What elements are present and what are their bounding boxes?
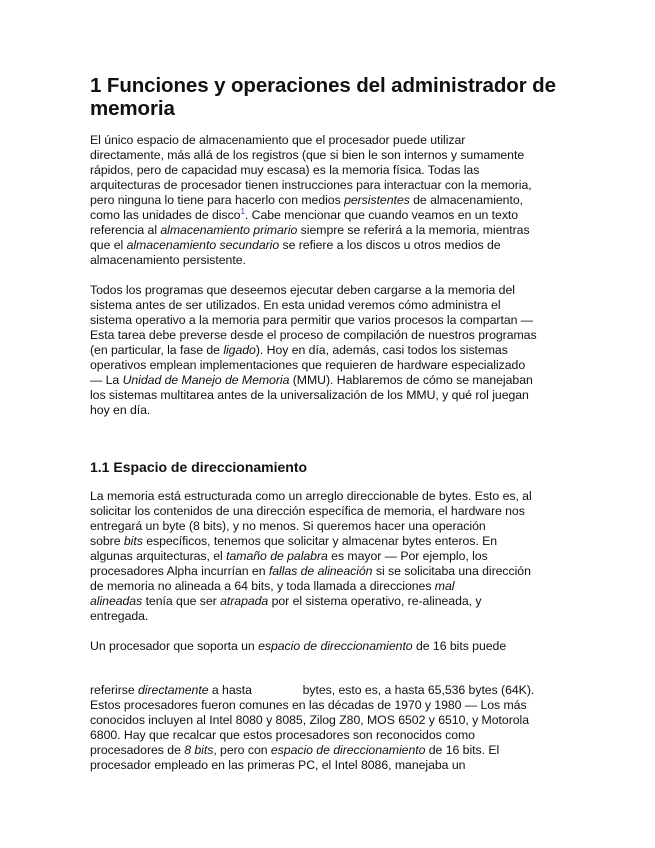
text-line bbox=[90, 358, 570, 373]
text-run: algunas arquitecturas, el bbox=[90, 549, 227, 563]
text-run: — La bbox=[90, 373, 123, 387]
emphasis-text: ligado bbox=[223, 343, 256, 357]
text-run: de almacenamiento, bbox=[409, 193, 523, 207]
text-run: por el sistema operativo, re-alineada, y bbox=[268, 594, 482, 608]
emphasis-text: mal bbox=[434, 579, 455, 593]
emphasis-text: tamaño de palabra bbox=[226, 549, 328, 563]
text-line bbox=[90, 698, 570, 713]
emphasis-text: fallas de alineación bbox=[268, 564, 373, 578]
text-line bbox=[90, 298, 570, 313]
paragraph bbox=[90, 133, 570, 268]
paragraph bbox=[90, 639, 570, 654]
text-run: sobre bbox=[90, 534, 124, 548]
text-run: , pero con bbox=[213, 743, 271, 757]
text-run: referencia al bbox=[90, 223, 161, 237]
text-run: conocidos incluyen al Intel 8080 y 8085, Zilog Z80, MOS 6502 y 6510, y Motorola bbox=[90, 713, 529, 727]
paragraph bbox=[90, 683, 570, 773]
text-run: de memoria no alineada a 64 bits, y toda llamada a direcciones bbox=[90, 579, 435, 593]
heading-line: memoria bbox=[90, 97, 175, 120]
text-run: sistema antes de ser utilizados. En esta unidad veremos cómo administra el bbox=[90, 298, 501, 312]
text-run: de 16 bits. El bbox=[425, 743, 500, 757]
text-run: como las unidades de disco bbox=[90, 208, 241, 222]
paragraph bbox=[90, 283, 570, 418]
text-run: Esta tarea debe preverse desde el proceso de compilación de nuestros programas bbox=[90, 328, 537, 342]
emphasis-text: directamente bbox=[138, 683, 209, 697]
text-run: entregada. bbox=[90, 609, 149, 623]
emphasis-text: almacenamiento primario bbox=[160, 223, 298, 237]
text-run: El único espacio de almacenamiento que el procesador puede utilizar bbox=[90, 133, 466, 147]
text-run: rápidos, pero de capacidad muy escasa) es la memoria física. Todas las bbox=[90, 163, 480, 177]
text-run: directamente, más allá de los registros (que si bien le son internos y sumamente bbox=[90, 148, 525, 162]
text-run: 6800. Hay que recalcar que estos procesadores son reconocidos como bbox=[90, 728, 475, 742]
text-run: pero ninguna lo tiene para hacerlo con medios bbox=[90, 193, 345, 207]
text-line bbox=[90, 549, 570, 564]
text-line bbox=[90, 373, 570, 388]
text-run: tenía que ser bbox=[142, 594, 221, 608]
footnote-link[interactable]: 1 bbox=[240, 206, 245, 216]
text-line bbox=[90, 223, 570, 238]
text-line bbox=[90, 713, 570, 728]
text-line bbox=[90, 328, 570, 343]
text-run: procesadores de bbox=[90, 743, 185, 757]
text-line bbox=[90, 163, 570, 178]
text-line bbox=[90, 313, 570, 328]
text-run: procesadores Alpha incurrían en bbox=[90, 564, 269, 578]
text-run: sistema operativo a la memoria para permitir que varios procesos la compartan — bbox=[90, 313, 534, 327]
text-line bbox=[90, 683, 570, 698]
spacer bbox=[90, 433, 570, 459]
emphasis-text: persistentes bbox=[344, 193, 410, 207]
text-line bbox=[90, 133, 570, 148]
text-run: de 16 bits puede bbox=[412, 639, 507, 653]
text-run: específicos, tenemos que solicitar y almacenar bytes enteros. En bbox=[142, 534, 498, 548]
text-line bbox=[90, 403, 570, 418]
document-body bbox=[90, 74, 570, 788]
text-run: entregará un byte (8 bits), y no menos. Si queremos hacer una operación bbox=[90, 519, 486, 533]
text-line bbox=[90, 579, 570, 594]
emphasis-text: espacio de direccionamiento bbox=[270, 743, 426, 757]
text-run: procesador empleado en las primeras PC, el Intel 8086, manejaba un bbox=[90, 758, 466, 772]
text-run: a hasta bbox=[208, 683, 256, 697]
text-run: ). Hoy en día, además, casi todos los sistemas bbox=[255, 343, 508, 357]
text-run: (en particular, la fase de bbox=[90, 343, 224, 357]
paragraph bbox=[90, 489, 570, 624]
text-run: si se solicitaba una dirección bbox=[372, 564, 531, 578]
text-run: que el bbox=[90, 238, 127, 252]
text-line bbox=[90, 743, 570, 758]
text-line bbox=[90, 504, 570, 519]
text-line bbox=[90, 283, 570, 298]
text-run: almacenamiento persistente. bbox=[90, 253, 246, 267]
formula-gap bbox=[90, 669, 570, 683]
emphasis-text: espacio de direccionamiento bbox=[258, 639, 413, 653]
emphasis-text: almacenamiento secundario bbox=[126, 238, 280, 252]
emphasis-text: atrapada bbox=[220, 594, 269, 608]
text-run: (MMU). Hablaremos de cómo se manejaban bbox=[289, 373, 533, 387]
text-run: La memoria está estructurada como un arreglo direccionable de bytes. Esto es, al bbox=[90, 489, 532, 503]
text-run: solicitar los contenidos de una dirección específica de memoria, el hardware nos bbox=[90, 504, 525, 518]
emphasis-text: bits bbox=[123, 534, 143, 548]
text-run: referirse bbox=[90, 683, 139, 697]
emphasis-text: 8 bits bbox=[184, 743, 214, 757]
text-run: operativos emplean implementaciones que requieren de hardware especializado bbox=[90, 358, 526, 372]
text-run: se refiere a los discos u otros medios de bbox=[279, 238, 501, 252]
text-run: los sistemas multitarea antes de la universalización de los MMU, y qué rol juegan bbox=[90, 388, 529, 402]
text-line bbox=[90, 178, 570, 193]
emphasis-text: Unidad de Manejo de Memoria bbox=[122, 373, 290, 387]
subsection-heading: 1.1 Espacio de direccionamiento bbox=[90, 459, 308, 475]
heading-line: 1 Funciones y operaciones del administrador de bbox=[90, 74, 556, 97]
text-line bbox=[90, 253, 570, 268]
text-run: hoy en día. bbox=[90, 403, 151, 417]
text-line bbox=[90, 609, 570, 624]
text-run: . Cabe mencionar que cuando veamos en un texto bbox=[244, 208, 519, 222]
text-line bbox=[90, 148, 570, 163]
section-heading bbox=[90, 74, 570, 120]
text-run: Un procesador que soporta un bbox=[90, 639, 259, 653]
text-line bbox=[90, 238, 570, 253]
text-line bbox=[90, 489, 570, 504]
text-line bbox=[90, 193, 570, 208]
text-line bbox=[90, 534, 570, 549]
text-run: Estos procesadores fueron comunes en las décadas de 1970 y 1980 — Los más bbox=[90, 698, 527, 712]
text-line bbox=[90, 388, 570, 403]
text-line bbox=[90, 758, 570, 773]
text-run: bytes, esto es, a hasta 65,536 bytes (64K). bbox=[299, 683, 535, 697]
text-run: arquitecturas de procesador tienen instrucciones para interactuar con la memoria, bbox=[90, 178, 532, 192]
text-run: Todos los programas que deseemos ejecutar deben cargarse a la memoria del bbox=[90, 283, 515, 297]
text-line bbox=[90, 519, 570, 534]
text-line bbox=[90, 343, 570, 358]
text-line bbox=[90, 728, 570, 743]
text-line bbox=[90, 594, 570, 609]
text-line bbox=[90, 564, 570, 579]
text-run: siempre se referirá a la memoria, mientras bbox=[297, 223, 530, 237]
text-line bbox=[90, 208, 570, 223]
text-run: es mayor — Por ejemplo, los bbox=[327, 549, 488, 563]
emphasis-text: alineadas bbox=[90, 594, 143, 608]
text-line bbox=[90, 639, 570, 654]
